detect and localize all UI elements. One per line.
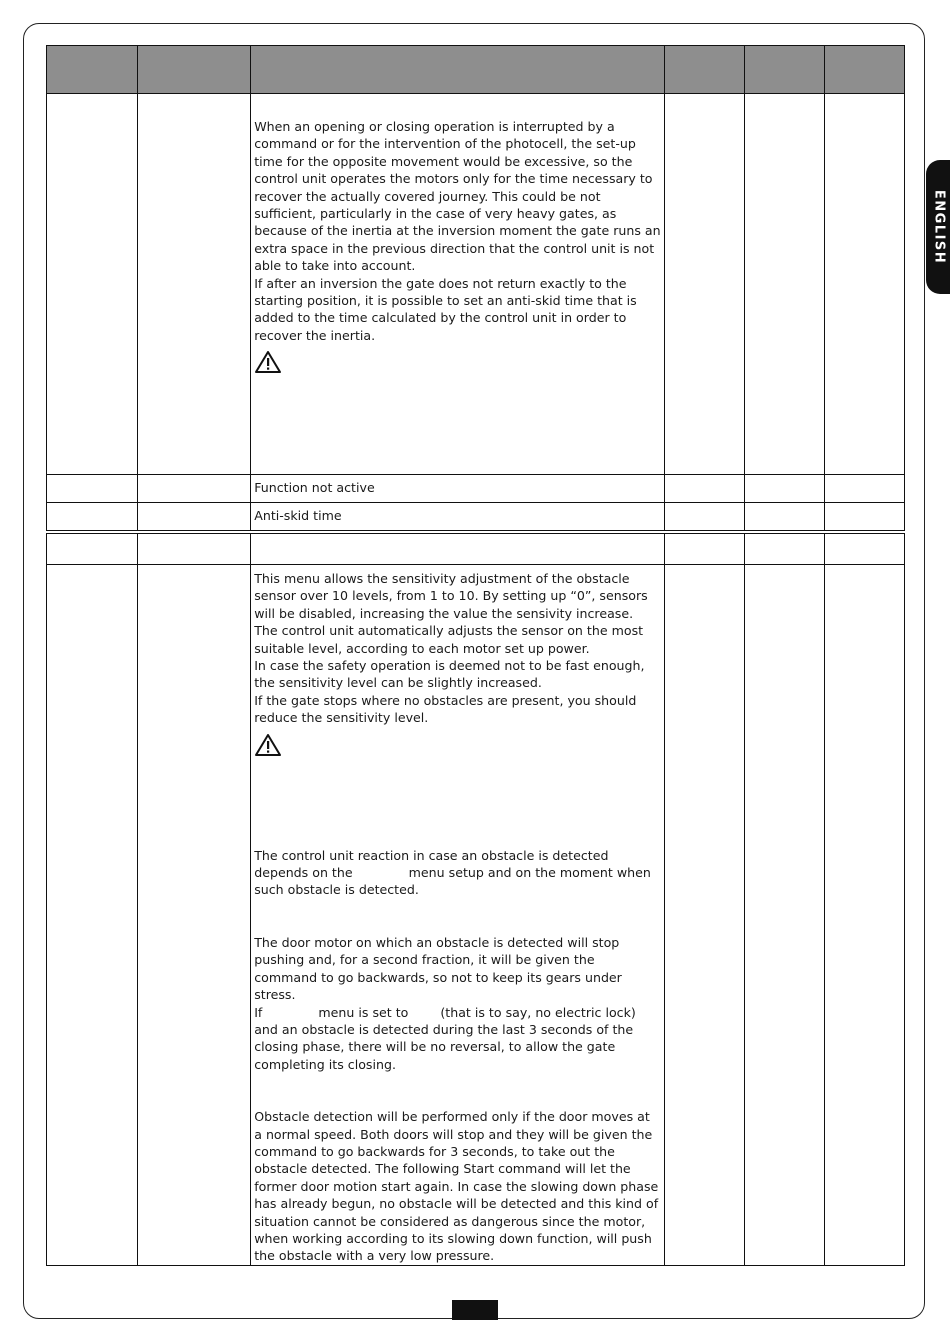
warning-triangle-icon — [254, 733, 282, 757]
warning-triangle-icon — [254, 350, 282, 374]
option-function-not-active: Function not active — [254, 480, 375, 495]
reaction-intro: The control unit reaction in case an obstacle is detected depends on the menu setup and on the moment when such obstacle is detected. — [254, 847, 655, 898]
header-cell — [138, 46, 251, 94]
sensitivity-description — [251, 565, 664, 1266]
parameter-table — [46, 45, 905, 1266]
case-a-paragraph-2: If menu is set to (that is to say, no electric lock) and an obstacle is detected during the last 3 seconds of the closing phase, there will be no reversal, to allow the gate completing its closing. — [254, 1004, 640, 1072]
sensitivity-paragraph-1: This menu allows the sensitivity adjustment of the obstacle sensor over 10 levels, from 1 to 10. By setting up “0”, sensors will be disabled, increasing the value the sensivity increase. — [254, 571, 648, 621]
language-tab-label: ENGLISH — [931, 189, 947, 265]
sensitivity-paragraph-4: If the gate stops where no obstacles are present, you should reduce the sensitivity level. — [254, 692, 637, 726]
case-a-paragraph-1: The door motor on which an obstacle is detected will stop pushing and, for a second fraction, it will be given the command to go backwards, so not to keep its gears under stress. — [254, 934, 622, 1003]
table-row — [47, 94, 905, 475]
table-row — [47, 503, 905, 533]
case-b-paragraph: Obstacle detection will be performed only if the door moves at a normal speed. Both doors will stop and they will be given the command to go backwards for 3 seconds, to take out the obstacle detected. The following Start command will let the former door motion start again. In case the slowing down phase has already begun, no obstacle will be detected and this kind of situation cannot be considered as dangerous since the motor, when working according to its slowing down function, will push the obstacle with a very low pressure. — [254, 1109, 659, 1264]
anti-skid-paragraph-2: If after an inversion the gate does not return exactly to the starting position, it is possible to set an anti-skid time that is added to the time calculated by the control unit in order to recover the inertia. — [254, 275, 637, 343]
sensitivity-paragraph-3: In case the safety operation is deemed not to be fast enough, the sensitivity level can be slightly increased. — [254, 658, 645, 691]
anti-skid-paragraph-1: When an opening or closing operation is interrupted by a command or for the intervention of the photocell, the set-up time for the opposite movement would be excessive, so the control unit operates the motors only for the time necessary to recover the actually covered journey. This could be not sufficient, particularly in the case of very heavy gates, as because of the inertia at the inversion moment the gate runs an extra space in the previous direction that the control unit is not able to take into account. — [254, 119, 661, 274]
table-row — [47, 532, 905, 565]
header-cell — [251, 46, 664, 94]
header-cell — [47, 46, 138, 94]
anti-skid-description — [251, 94, 664, 475]
option-anti-skid-time: Anti-skid time — [254, 508, 342, 523]
table-row — [47, 565, 905, 1266]
header-cell — [824, 46, 904, 94]
page-number-box — [452, 1300, 498, 1320]
table-row — [47, 475, 905, 503]
header-cell — [744, 46, 824, 94]
language-tab — [926, 160, 950, 294]
header-cell — [664, 46, 744, 94]
table-header-row — [47, 46, 905, 94]
sensitivity-paragraph-2: The control unit automatically adjusts the sensor on the most suitable level, according to each motor set up power. — [254, 623, 644, 656]
